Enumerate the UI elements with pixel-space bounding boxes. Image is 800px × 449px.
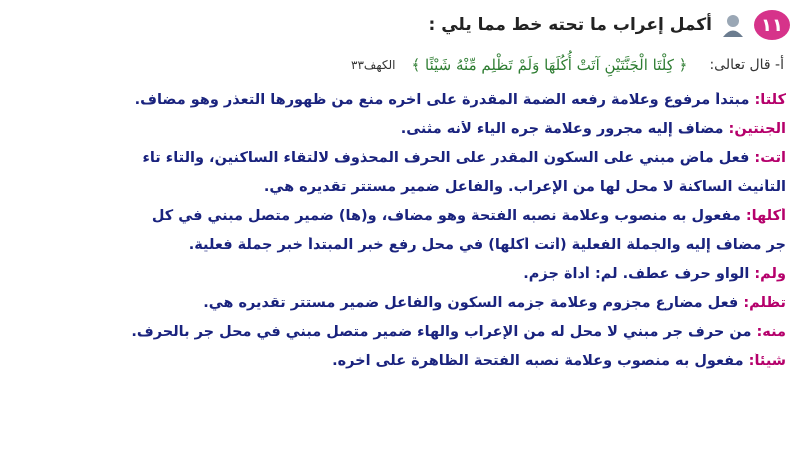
- line-text: مضاف إليه مجرور وعلامة جره الياء لأنه مثنى.: [400, 121, 729, 137]
- line-term: شيئاً:: [748, 353, 786, 369]
- quran-verse-row: [120, 50, 784, 80]
- line-text: مفعول به منصوب وعلامة نصبه الفتحة الظاهرة على آخره.: [332, 353, 749, 369]
- line-text: فعل ماض مبني على السكون المقدر على الحرف المحذوف لالتقاء الساكنين، والتاء تاء: [142, 150, 755, 166]
- line-term: منه:: [756, 324, 786, 340]
- parsing-line: [14, 179, 786, 195]
- line-text: فعل مضارع مجزوم وعلامة جزمه السكون والفاعل ضمير مستتر تقديره هي.: [203, 295, 744, 311]
- parsing-line: [14, 295, 786, 311]
- line-text: مبتدأ مرفوع وعلامة رفعه الضمة المقدرة على آخره منع من ظهورها التعذر وهو مضاف.: [134, 92, 755, 108]
- parsing-line: [14, 150, 786, 166]
- parsing-lines: [14, 92, 786, 369]
- line-text: جر مضاف إليه والجملة الفعلية (أتت أكلها) في محل رفع خبر المبتدأ خبر جملة فعلية.: [188, 237, 786, 253]
- parsing-line: [14, 237, 786, 253]
- line-term: ولم:: [754, 266, 786, 282]
- line-text: الواو حرف عطف. لم: أداة جزم.: [523, 266, 755, 282]
- student-icon: [720, 12, 746, 38]
- parsing-line: [14, 208, 786, 224]
- exercise-header: [10, 8, 790, 42]
- parsing-line: [14, 324, 786, 340]
- line-term: تظلم:: [743, 295, 786, 311]
- verse-text: ﴿ كِلْتَا الْجَنَّتَيْنِ آتَتْ أُكُلَهَا وَلَمْ تَظْلِم مِّنْهُ شَيْئًا ﴾: [411, 56, 688, 74]
- line-term: الجنتين:: [728, 121, 786, 137]
- parsing-line: [14, 121, 786, 137]
- verse-prefix: أ- قال تعالى:: [709, 57, 784, 73]
- parsing-line: [14, 353, 786, 369]
- line-text: من حرف جر مبني لا محل له من الإعراب والهاء ضمير متصل مبني في محل جر بالحرف.: [131, 324, 757, 340]
- parsing-line: [14, 92, 786, 108]
- line-term: آتت:: [754, 150, 786, 166]
- line-term: أكلها:: [745, 208, 786, 224]
- exercise-number-badge: ١١: [754, 10, 790, 40]
- line-text: التأنيث الساكنة لا محل لها من الإعراب. والفاعل ضمير مستتر تقديره هي.: [263, 179, 786, 195]
- verse-reference: الكهف٣٣: [351, 58, 396, 72]
- line-term: كلتا:: [754, 92, 786, 108]
- instruction-text: أكمل إعراب ما تحته خط مما يلي :: [428, 15, 712, 35]
- line-text: مفعول به منصوب وعلامة نصبه الفتحة وهو مضاف، و(ها) ضمير متصل مبني في كل: [151, 208, 746, 224]
- parsing-line: [14, 266, 786, 282]
